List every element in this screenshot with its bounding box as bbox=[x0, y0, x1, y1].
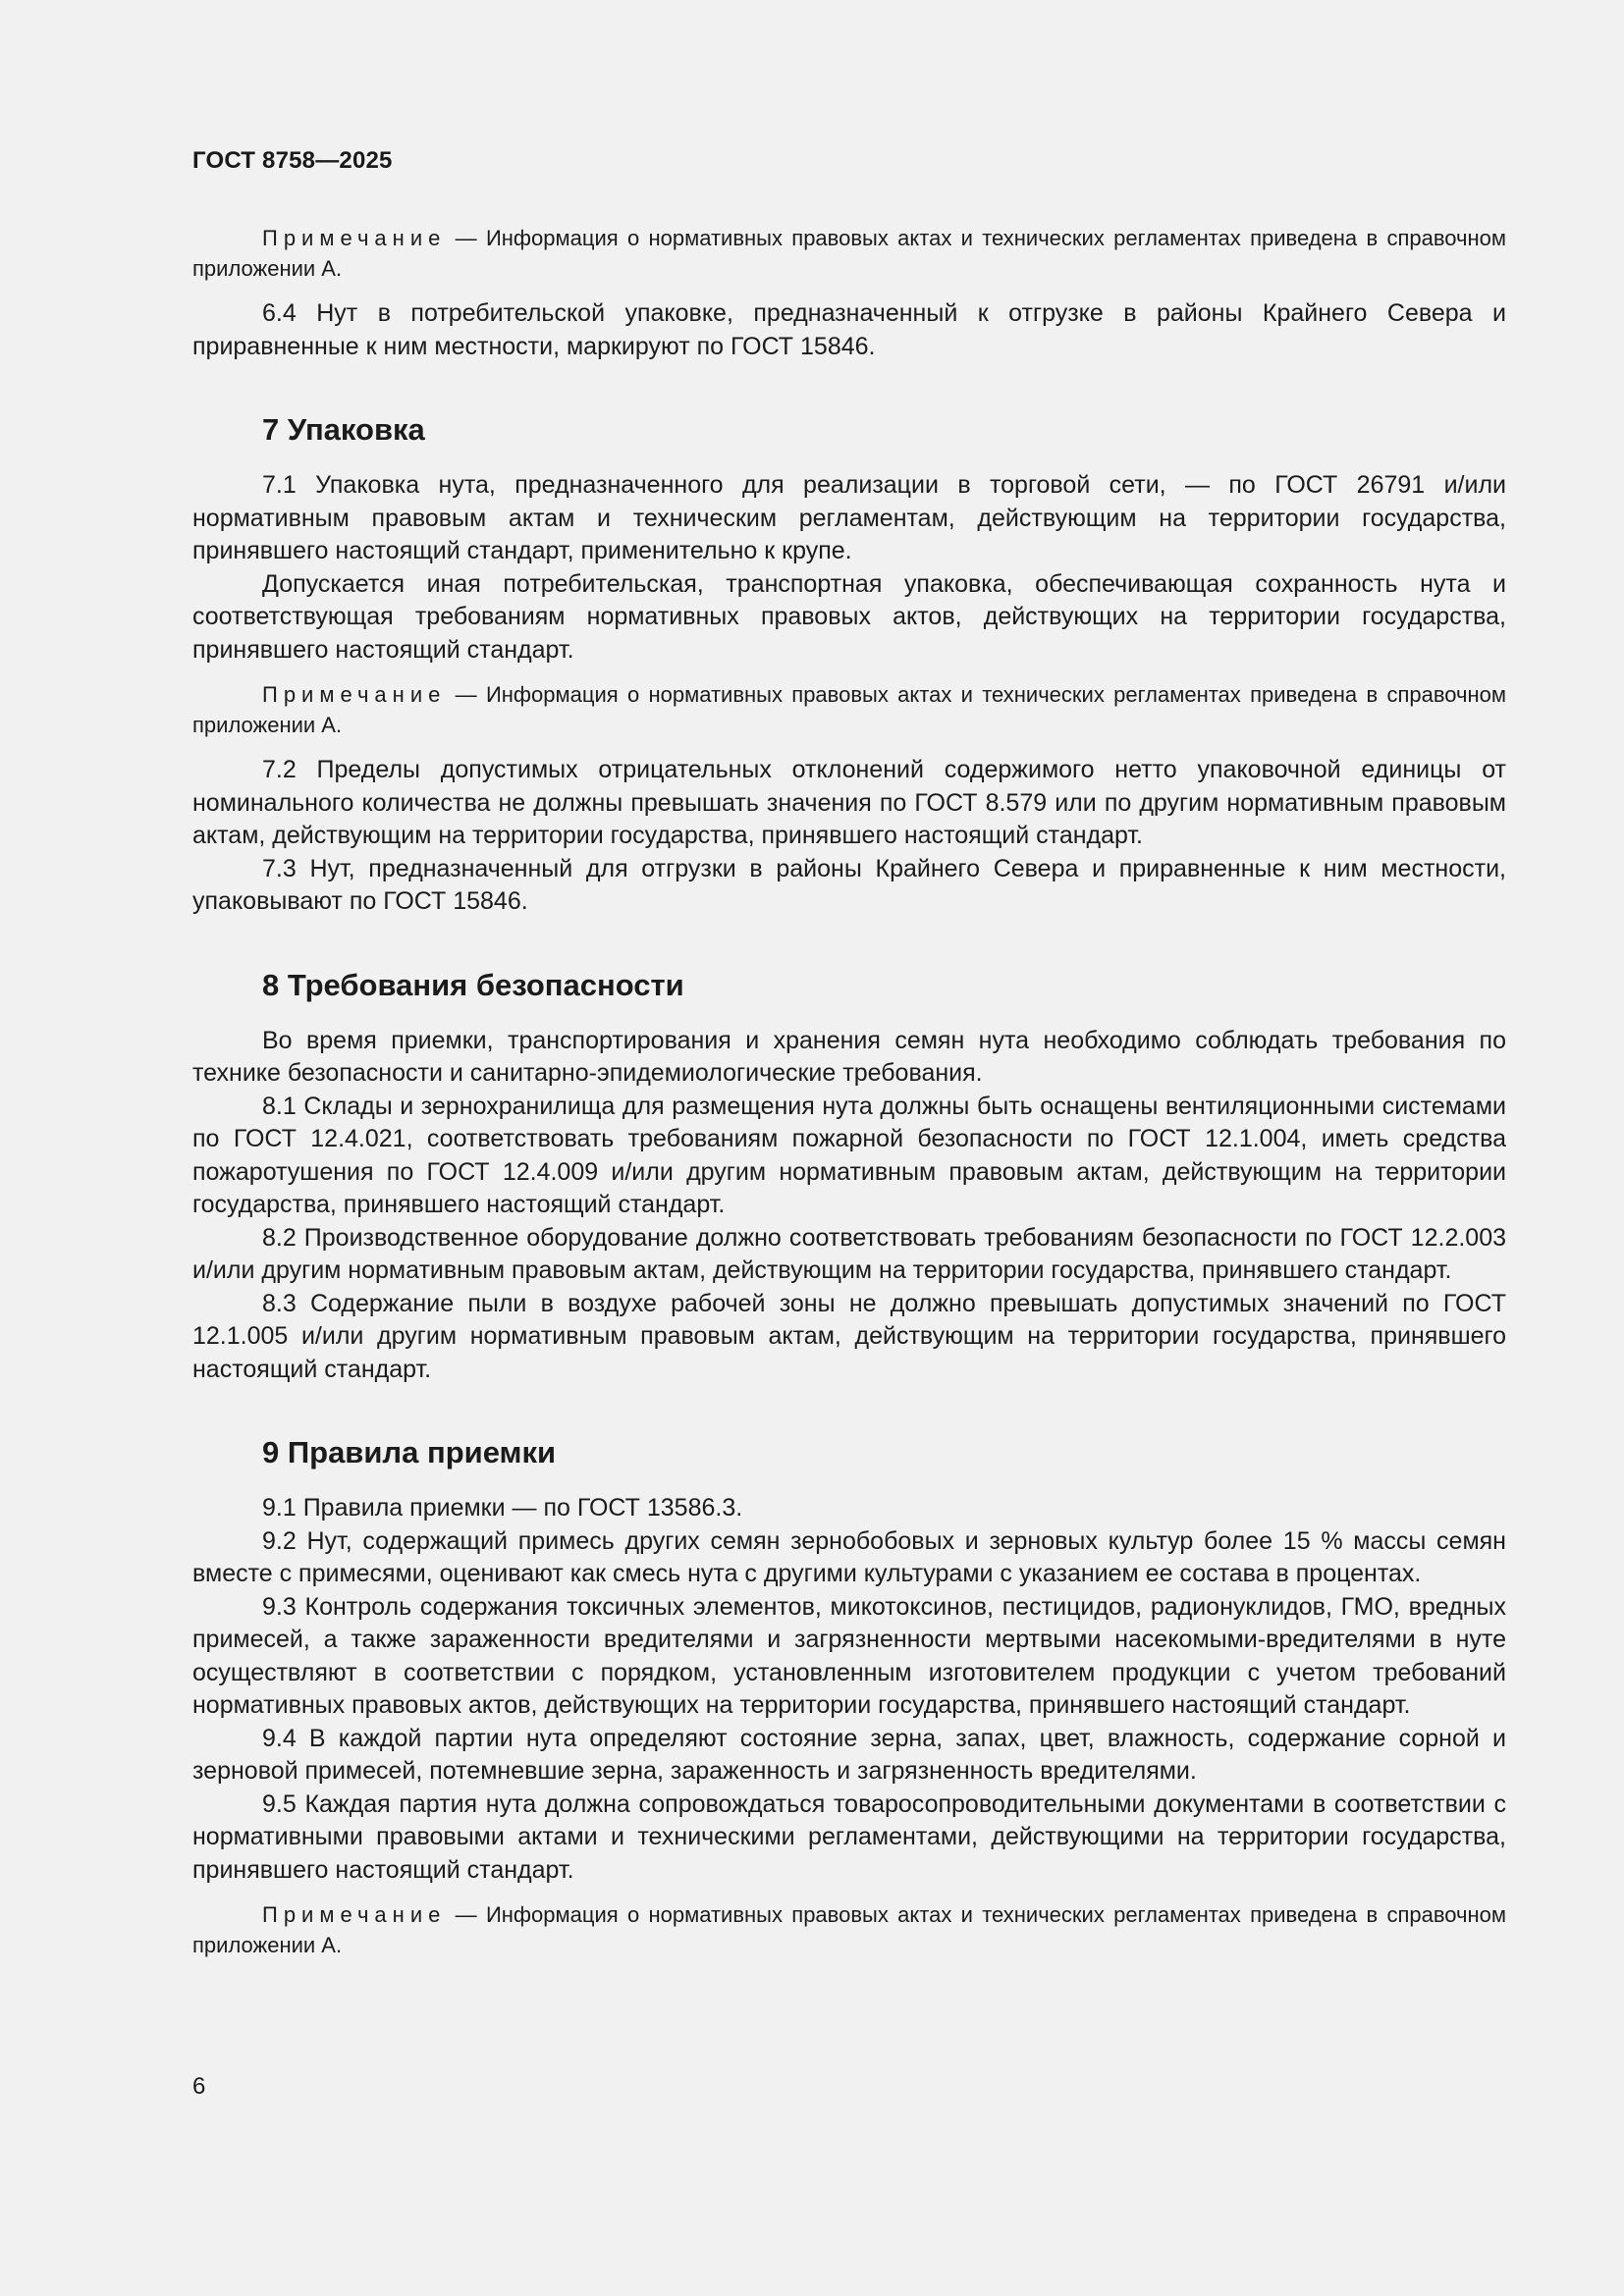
paragraph-9-2: 9.2 Нут, содержащий примесь других семян зернобобовых и зерновых культур более 15 % массы семян вместе с примесями, оценивают как смесь нута с другими культурами с указанием ее состава в процентах. bbox=[192, 1526, 1506, 1587]
paragraph-9-5: 9.5 Каждая партия нута должна сопровождаться товаросопроводительными документами в соответствии с нормативными правовыми актами и техническими регламентами, действующими на территории государства, принявшего настоящий стандарт. bbox=[192, 1789, 1506, 1884]
paragraph-7-1-continued: Допускается иная потребительская, транспортная упаковка, обеспечивающая сохранность нута и соответствующая требованиям нормативных правовых актов, действующих на территории государства, принявшего настоящий стандарт. bbox=[192, 569, 1506, 664]
paragraph-6-4: 6.4 Нут в потребительской упаковке, предназначенный к отгрузке в районы Крайнего Севера и приравненные к ним местности, маркируют по ГОСТ 15846. bbox=[192, 299, 1506, 360]
note-label: Примечание bbox=[262, 226, 447, 250]
paragraph-7-3: 7.3 Нут, предназначенный для отгрузки в районы Крайнего Севера и приравненные к ним местности, упаковывают по ГОСТ 15846. bbox=[192, 854, 1506, 915]
paragraph-8-2: 8.2 Производственное оборудование должно соответствовать требованиям безопасности по ГОСТ 12.2.003 и/или другим нормативным правовым актам, действующим на территории государства, принявшего стандарт. bbox=[192, 1223, 1506, 1284]
paragraph-9-1: 9.1 Правила приемки — по ГОСТ 13586.3. bbox=[262, 1494, 743, 1522]
section-heading-7: 7 Упаковка bbox=[262, 412, 425, 447]
note-label: Примечание bbox=[262, 682, 447, 707]
section-heading-9: 9 Правила приемки bbox=[262, 1435, 557, 1469]
paragraph-9-4: 9.4 В каждой партии нута определяют состояние зерна, запах, цвет, влажность, содержание сорной и зерновой примесей, потемневшие зерна, зараженность и загрязненность вредителями. bbox=[192, 1724, 1506, 1785]
note-paragraph bbox=[192, 1900, 1506, 1960]
note-paragraph bbox=[192, 680, 1506, 740]
note-text: — Информация о нормативных правовых актах и технических регламентах приведена в справочном приложении А. bbox=[192, 682, 1507, 737]
paragraph-8-1: 8.1 Склады и зернохранилища для размещения нута должны быть оснащены вентиляционными системами по ГОСТ 12.4.021, соответствовать требованиям пожарной безопасности по ГОСТ 12.1.004, иметь средства пожаротушения по ГОСТ 12.4.009 и/или другим нормативным правовым актам, действующим на территории государства, принявшего настоящий стандарт. bbox=[192, 1092, 1506, 1218]
page-number: 6 bbox=[192, 2073, 206, 2100]
note-text: — Информация о нормативных правовых актах и технических регламентах приведена в справочном приложении А. bbox=[192, 1902, 1507, 1957]
note-text: — Информация о нормативных правовых актах и технических регламентах приведена в справочном приложении А. bbox=[192, 226, 1507, 281]
document-header: ГОСТ 8758—2025 bbox=[192, 147, 393, 174]
paragraph-7-1: 7.1 Упаковка нута, предназначенного для реализации в торговой сети, — по ГОСТ 26791 и/или нормативным правовым актам и техническим регламентам, действующим на территории государства, принявшего настоящий стандарт, применительно к крупе. bbox=[192, 471, 1506, 564]
paragraph-9-3: 9.3 Контроль содержания токсичных элементов, микотоксинов, пестицидов, радионуклидов, ГМО, вредных примесей, а также зараженности вредителями и загрязненности мертвыми насекомыми-вредителями в нуте осуществляют в соответствии с порядком, установленным изготовителем продукции с учетом требований нормативных правовых актов, действующих на территории государства, принявшего настоящий стандарт. bbox=[192, 1592, 1506, 1719]
note-label: Примечание bbox=[262, 1902, 447, 1927]
note-paragraph bbox=[192, 224, 1506, 284]
paragraph-7-2: 7.2 Пределы допустимых отрицательных отклонений содержимого нетто упаковочной единицы от номинального количества не должны превышать значения по ГОСТ 8.579 или по другим нормативным правовым актам, действующим на территории государства, принявшего настоящий стандарт. bbox=[192, 756, 1506, 849]
section-heading-8: 8 Требования безопасности bbox=[262, 967, 684, 1002]
paragraph-8-intro: Во время приемки, транспортирования и хранения семян нута необходимо соблюдать требования по технике безопасности и санитарно-эпидемиологические требования. bbox=[192, 1026, 1506, 1087]
paragraph-8-3: 8.3 Содержание пыли в воздухе рабочей зоны не должно превышать допустимых значений по ГОСТ 12.1.005 и/или другим нормативным правовым актам, действующим на территории государства, принявшего настоящий стандарт. bbox=[192, 1289, 1506, 1383]
document-body bbox=[192, 224, 1506, 1960]
